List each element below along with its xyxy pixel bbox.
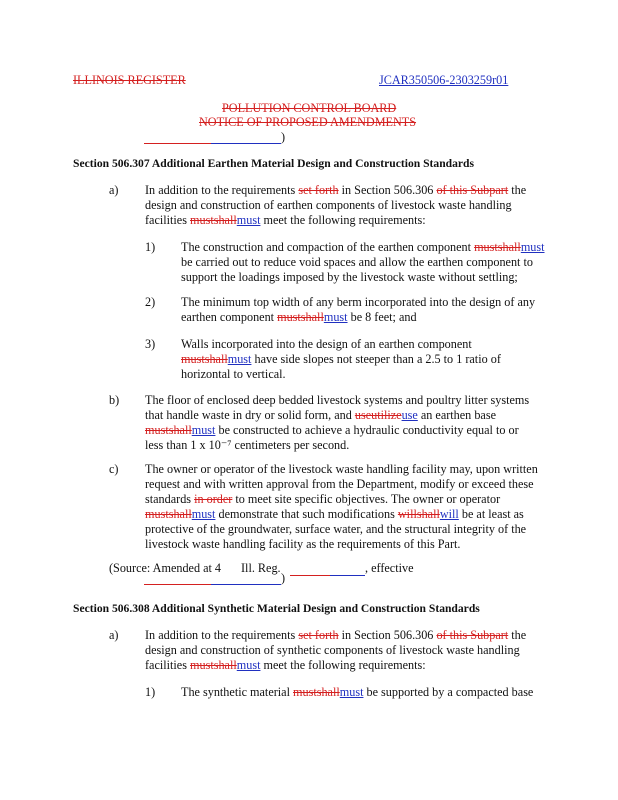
blank-line-blue xyxy=(211,143,281,144)
source-blank-blue xyxy=(330,575,365,576)
item-a-label: a) xyxy=(109,183,119,197)
document-id: JCAR350506-2303259r01 xyxy=(379,73,509,87)
item-308a-label: a) xyxy=(109,628,119,642)
item-a1-label: 1) xyxy=(145,240,156,254)
notice-heading: NOTICE OF PROPOSED AMENDMENTS xyxy=(199,115,417,129)
item-a1-text: The construction and compaction of the earthen component mustshallmust be carried out to reduce void spaces and allow the earthen component to support the loadings imposed by the livestock waste without settling; xyxy=(181,240,545,284)
source-reg: Ill. Reg. xyxy=(241,561,281,575)
section-308-title: Section 506.308 Additional Synthetic Material Design and Construction Standards xyxy=(73,602,480,615)
item-a3-text: Walls incorporated into the design of an earthen component mustshallmust have side slopes not steeper than a 2.5 to 1 ratio of horizontal to vertical. xyxy=(181,337,501,381)
item-a-text: In addition to the requirements set forth in Section 506.306 of this Subpart the design and construction of earthen components of livestock waste handling facilities mustshallmust meet the following requirements: xyxy=(145,183,527,227)
item-c-label: c) xyxy=(109,462,119,476)
item-308a1-label: 1) xyxy=(145,685,156,699)
item-a3-label: 3) xyxy=(145,337,156,351)
effective-blank-red xyxy=(144,584,211,585)
item-b-text: The floor of enclosed deep bedded livestock systems and poultry litter systems that handle waste in dry or solid form, and useutilizeuse an earthen base mustshallmust be constructed to achieve a hydraulic conductivity equal to or less than 1 x 10⁻⁷ centimeters per second. xyxy=(145,393,530,452)
item-308a-text: In addition to the requirements set forth in Section 506.306 of this Subpart the design and construction of synthetic components of livestock waste handling facilities mustshallmust meet the following requirements: xyxy=(145,628,527,672)
item-a2-text: The minimum top width of any berm incorporated into the design of any earthen component mustshallmust be 8 feet; and xyxy=(181,295,536,324)
item-c-text: The owner or operator of the livestock waste handling facility may, upon written request and with written approval from the Department, modify or exceed these standards in order to meet site specific objectives. The owner or operator mustshallmust demonstrate that such modifications willshallwill be at least as protective of the groundwater, surface water, and the structural integrity of the livestock waste handling facility as the requirements of this Part. xyxy=(145,462,538,551)
source-blank-red xyxy=(290,575,330,576)
heading-paren: ) xyxy=(281,130,286,144)
item-308a1-text: The synthetic material mustshallmust be supported by a compacted base xyxy=(181,685,534,699)
item-a2-label: 2) xyxy=(145,295,156,309)
register-header: ILLINOIS REGISTER xyxy=(73,73,186,87)
board-heading: POLLUTION CONTROL BOARD xyxy=(222,101,397,115)
source-paren: ) xyxy=(281,571,286,585)
source-pre: (Source: Amended at 4 xyxy=(109,561,222,575)
source-effective: , effective xyxy=(365,561,414,575)
effective-blank-blue xyxy=(211,584,281,585)
section-307-title: Section 506.307 Additional Earthen Material Design and Construction Standards xyxy=(73,157,474,170)
item-b-label: b) xyxy=(109,393,120,407)
blank-line-red xyxy=(144,143,211,144)
